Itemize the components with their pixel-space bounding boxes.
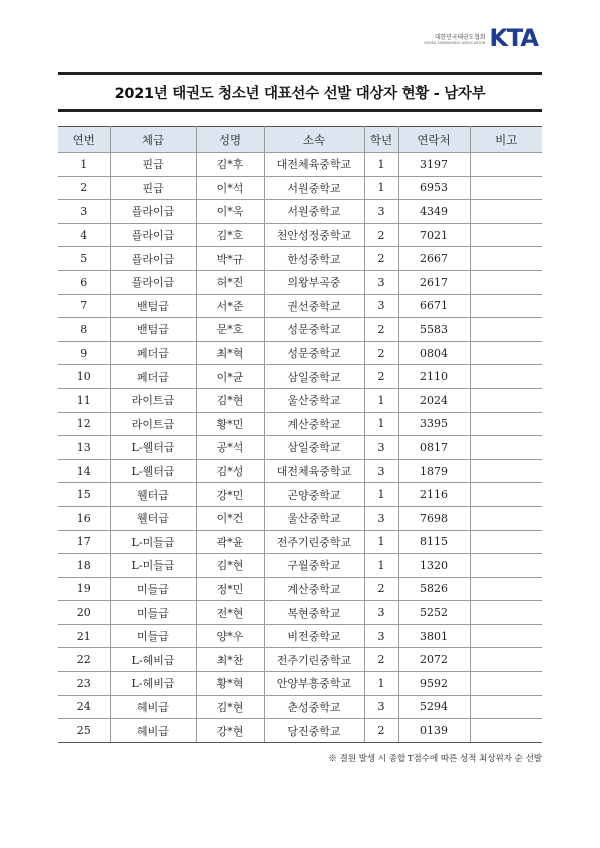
cell-grade: 3 [364,270,398,294]
cell-affiliation: 춘성중학교 [264,695,364,719]
cell-number: 14 [58,459,110,483]
cell-number: 5 [58,247,110,271]
cell-affiliation: 천안성정중학교 [264,223,364,247]
cell-contact: 2667 [398,247,470,271]
column-header-weight-class: 체급 [110,127,196,153]
cell-contact: 2072 [398,648,470,672]
cell-name: 김*현 [196,695,264,719]
cell-remarks [470,695,542,719]
cell-name: 문*호 [196,318,264,342]
cell-name: 최*혁 [196,341,264,365]
column-header-affiliation: 소속 [264,127,364,153]
column-header-grade: 학년 [364,127,398,153]
cell-remarks [470,318,542,342]
table-row [58,483,542,507]
table-row [58,554,542,578]
cell-grade: 1 [364,412,398,436]
cell-contact: 1879 [398,459,470,483]
cell-name: 이*건 [196,506,264,530]
cell-affiliation: 전주기린중학교 [264,530,364,554]
cell-contact: 2116 [398,483,470,507]
cell-grade: 1 [364,153,398,177]
cell-grade: 3 [364,624,398,648]
table-row [58,388,542,412]
cell-affiliation: 비전중학교 [264,624,364,648]
table-row [58,695,542,719]
cell-name: 이*균 [196,365,264,389]
cell-grade: 2 [364,719,398,743]
cell-remarks [470,247,542,271]
cell-affiliation: 서원중학교 [264,176,364,200]
cell-affiliation: 삼일중학교 [264,365,364,389]
cell-affiliation: 구월중학교 [264,554,364,578]
cell-name: 김*호 [196,223,264,247]
cell-grade: 3 [364,436,398,460]
cell-remarks [470,436,542,460]
table-row [58,624,542,648]
page-title: 2021년 태권도 청소년 대표선수 선발 대상자 현황 - 남자부 [114,85,486,102]
cell-grade: 1 [364,388,398,412]
cell-affiliation: 한성중학교 [264,247,364,271]
cell-weight-class: 플라이급 [110,223,196,247]
cell-number: 2 [58,176,110,200]
cell-affiliation: 울산중학교 [264,388,364,412]
cell-weight-class: 밴텀급 [110,318,196,342]
cell-weight-class: 미들급 [110,577,196,601]
cell-remarks [470,483,542,507]
cell-grade: 3 [364,459,398,483]
cell-grade: 1 [364,483,398,507]
cell-weight-class: 핀급 [110,176,196,200]
table-row [58,153,542,177]
table-row [58,672,542,696]
cell-grade: 1 [364,530,398,554]
table-row [58,247,542,271]
cell-number: 4 [58,223,110,247]
table-row [58,506,542,530]
cell-number: 15 [58,483,110,507]
cell-contact: 7021 [398,223,470,247]
cell-remarks [470,577,542,601]
cell-weight-class: L-미들급 [110,554,196,578]
cell-affiliation: 권선중학교 [264,294,364,318]
cell-number: 12 [58,412,110,436]
cell-contact: 2110 [398,365,470,389]
cell-number: 21 [58,624,110,648]
cell-contact: 9592 [398,672,470,696]
cell-weight-class: 라이트급 [110,388,196,412]
logo-org-korean: 대한민국태권도협회 [434,33,486,41]
cell-grade: 3 [364,695,398,719]
cell-remarks [470,153,542,177]
cell-number: 11 [58,388,110,412]
cell-name: 허*진 [196,270,264,294]
cell-grade: 1 [364,672,398,696]
cell-name: 이*석 [196,176,264,200]
cell-weight-class: 미들급 [110,601,196,625]
cell-remarks [470,719,542,743]
cell-weight-class: 라이트급 [110,412,196,436]
cell-remarks [470,388,542,412]
cell-number: 23 [58,672,110,696]
cell-number: 18 [58,554,110,578]
cell-weight-class: 플라이급 [110,247,196,271]
cell-affiliation: 삼일중학교 [264,436,364,460]
cell-number: 25 [58,719,110,743]
cell-contact: 3801 [398,624,470,648]
cell-affiliation: 대전체육중학교 [264,459,364,483]
cell-grade: 2 [364,247,398,271]
column-header-number: 연번 [58,127,110,153]
cell-name: 이*욱 [196,200,264,224]
cell-grade: 2 [364,648,398,672]
cell-affiliation: 계산중학교 [264,412,364,436]
cell-contact: 0804 [398,341,470,365]
cell-name: 황*민 [196,412,264,436]
cell-name: 양*우 [196,624,264,648]
cell-weight-class: 웰터급 [110,506,196,530]
cell-weight-class: 플라이급 [110,200,196,224]
cell-weight-class: 헤비급 [110,719,196,743]
cell-contact: 1320 [398,554,470,578]
cell-number: 17 [58,530,110,554]
cell-weight-class: 헤비급 [110,695,196,719]
table-row [58,223,542,247]
cell-grade: 2 [364,365,398,389]
table-row [58,530,542,554]
cell-number: 9 [58,341,110,365]
cell-number: 7 [58,294,110,318]
cell-weight-class: L-헤비급 [110,648,196,672]
cell-affiliation: 곤양중학교 [264,483,364,507]
cell-grade: 1 [364,554,398,578]
cell-contact: 6953 [398,176,470,200]
cell-name: 정*민 [196,577,264,601]
cell-weight-class: 핀급 [110,153,196,177]
table-row [58,200,542,224]
logo-org-english: KOREA TAEKWONDO ASSOCIATION [424,40,486,45]
cell-weight-class: L-미들급 [110,530,196,554]
cell-number: 19 [58,577,110,601]
cell-affiliation: 대전체육중학교 [264,153,364,177]
cell-name: 김*현 [196,554,264,578]
cell-grade: 3 [364,506,398,530]
cell-affiliation: 의왕부곡중 [264,270,364,294]
cell-affiliation: 계산중학교 [264,577,364,601]
cell-affiliation: 울산중학교 [264,506,364,530]
cell-number: 13 [58,436,110,460]
cell-affiliation: 서원중학교 [264,200,364,224]
table-row [58,294,542,318]
cell-grade: 3 [364,200,398,224]
cell-affiliation: 복현중학교 [264,601,364,625]
cell-number: 8 [58,318,110,342]
table-row [58,270,542,294]
cell-contact: 6671 [398,294,470,318]
cell-remarks [470,270,542,294]
cell-name: 김*현 [196,388,264,412]
cell-remarks [470,176,542,200]
cell-remarks [470,200,542,224]
cell-number: 22 [58,648,110,672]
cell-contact: 4349 [398,200,470,224]
cell-remarks [470,554,542,578]
cell-weight-class: 밴텀급 [110,294,196,318]
cell-remarks [470,530,542,554]
cell-affiliation: 성문중학교 [264,318,364,342]
column-header-contact: 연락처 [398,127,470,153]
table-row [58,648,542,672]
cell-weight-class: L-웰터급 [110,459,196,483]
cell-name: 김*성 [196,459,264,483]
cell-remarks [470,412,542,436]
cell-affiliation: 당진중학교 [264,719,364,743]
cell-remarks [470,223,542,247]
cell-weight-class: L-웰터급 [110,436,196,460]
cell-name: 황*혁 [196,672,264,696]
cell-weight-class: 플라이급 [110,270,196,294]
cell-name: 전*현 [196,601,264,625]
table-row [58,459,542,483]
cell-remarks [470,459,542,483]
cell-weight-class: L-헤비급 [110,672,196,696]
cell-number: 16 [58,506,110,530]
cell-weight-class: 페더급 [110,365,196,389]
cell-grade: 3 [364,601,398,625]
cell-grade: 2 [364,341,398,365]
cell-name: 강*현 [196,719,264,743]
cell-name: 최*찬 [196,648,264,672]
cell-contact: 3395 [398,412,470,436]
logo-text [425,32,486,45]
cell-affiliation: 전주기린중학교 [264,648,364,672]
column-header-name: 성명 [196,127,264,153]
cell-remarks [470,341,542,365]
cell-number: 20 [58,601,110,625]
cell-grade: 3 [364,294,398,318]
cell-contact: 5294 [398,695,470,719]
cell-number: 24 [58,695,110,719]
table-row [58,341,542,365]
cell-weight-class: 미들급 [110,624,196,648]
cell-remarks [470,601,542,625]
cell-contact: 7698 [398,506,470,530]
table-row [58,318,542,342]
cell-name: 김*후 [196,153,264,177]
cell-contact: 2024 [398,388,470,412]
cell-contact: 0139 [398,719,470,743]
table-row [58,176,542,200]
cell-name: 곽*윤 [196,530,264,554]
cell-remarks [470,624,542,648]
cell-contact: 5583 [398,318,470,342]
cell-grade: 2 [364,577,398,601]
cell-weight-class: 웰터급 [110,483,196,507]
cell-contact: 8115 [398,530,470,554]
cell-grade: 1 [364,176,398,200]
table-row [58,601,542,625]
roster-table [58,126,542,743]
cell-affiliation: 성문중학교 [264,341,364,365]
table-row [58,577,542,601]
cell-remarks [470,672,542,696]
cell-number: 6 [58,270,110,294]
cell-number: 10 [58,365,110,389]
cell-remarks [470,365,542,389]
cell-contact: 2617 [398,270,470,294]
cell-remarks [470,294,542,318]
table-row [58,436,542,460]
cell-contact: 5826 [398,577,470,601]
cell-grade: 2 [364,318,398,342]
cell-name: 서*준 [196,294,264,318]
cell-number: 1 [58,153,110,177]
kta-logo [425,26,538,50]
table-row [58,412,542,436]
cell-weight-class: 페더급 [110,341,196,365]
cell-number: 3 [58,200,110,224]
logo-mark: KTA [489,24,538,52]
table-row [58,719,542,743]
roster-body [58,153,542,743]
cell-contact: 0817 [398,436,470,460]
cell-remarks [470,506,542,530]
cell-grade: 2 [364,223,398,247]
cell-name: 공*석 [196,436,264,460]
cell-contact: 3197 [398,153,470,177]
footnote: ※ 결원 발생 시 종합 T점수에 따른 성적 최상위자 순 선발 [328,754,542,764]
column-header-remarks: 비고 [470,127,542,153]
cell-affiliation: 안양부흥중학교 [264,672,364,696]
cell-name: 박*규 [196,247,264,271]
cell-remarks [470,648,542,672]
title-box [58,72,542,112]
cell-name: 강*민 [196,483,264,507]
cell-contact: 5252 [398,601,470,625]
table-row [58,365,542,389]
table-header-row [58,127,542,153]
